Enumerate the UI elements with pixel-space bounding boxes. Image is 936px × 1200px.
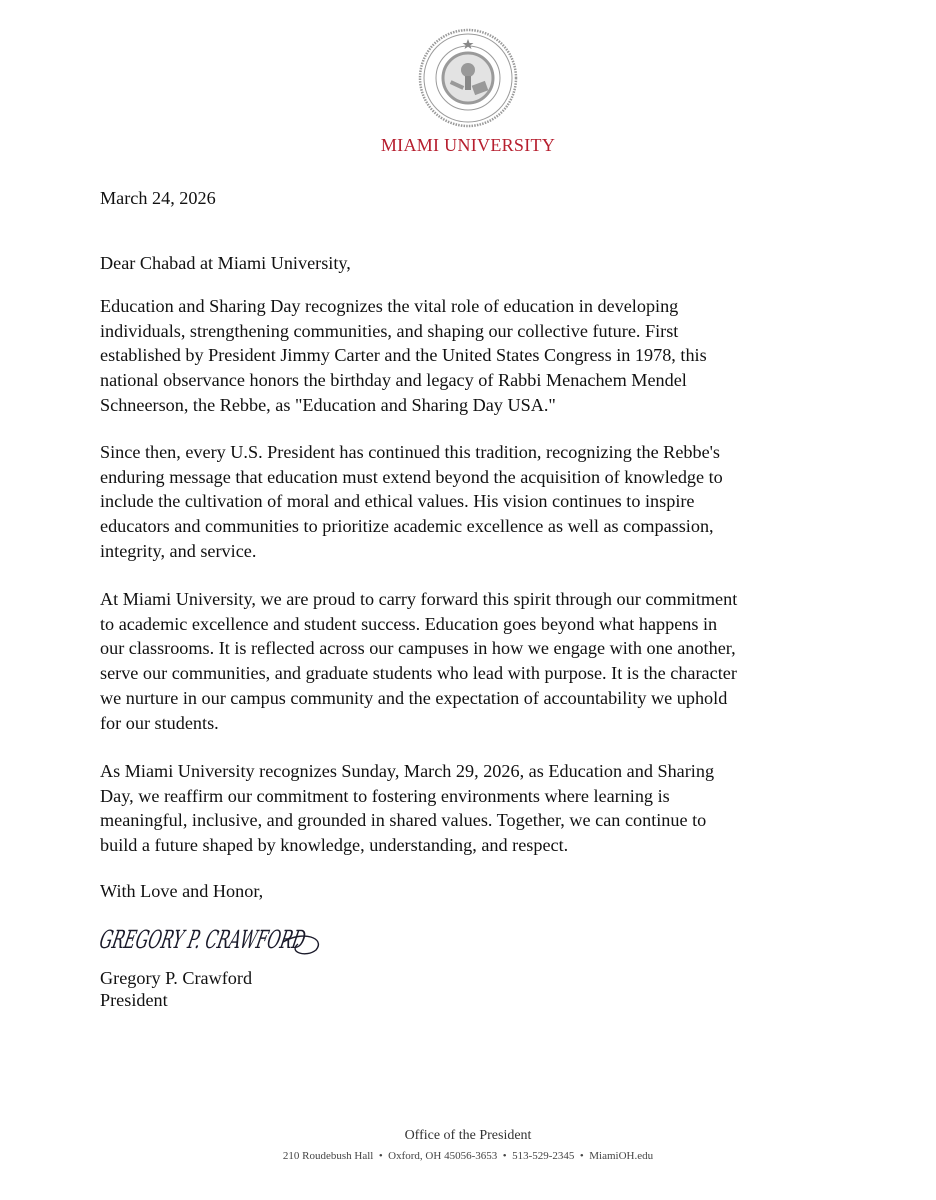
paragraph-line: to academic excellence and student success. Education goes beyond what happens in [100,613,718,634]
paragraph-line: Schneerson, the Rebbe, as "Education and Sharing Day USA." [100,394,556,415]
paragraph-line: enduring message that education must extend beyond the acquisition of knowledge to [100,466,723,487]
paragraph-line: individuals, strengthening communities, and shaping our collective future. First [100,320,679,341]
paragraph-line: Education and Sharing Day recognizes the vital role of education in developing [100,296,679,316]
paragraph-line: educators and communities to prioritize academic excellence as well as compassion, [100,516,714,537]
paragraph-3 [100,587,737,735]
footer-office: Office of the President [404,1128,532,1143]
paragraph-line: At Miami University, we are proud to carry forward this spirit through our commitment [100,589,738,609]
signature-image [97,912,429,962]
paragraph-line: integrity, and service. [100,540,257,561]
salutation: Dear Chabad at Miami University, [100,253,351,273]
university-seal-logo [418,28,518,128]
signer-name: Gregory P. Crawford [100,968,253,988]
paragraph-line: serve our communities, and graduate students who lead with purpose. It is the character [100,663,737,684]
letter-date: March 24, 2026 [100,188,216,208]
footer-address: 210 Roudebush Hall • Oxford, OH 45056-3653 • 513-529-2345 • MiamiOH.edu [282,1150,654,1162]
paragraph-4 [100,759,714,858]
paragraph-line: build a future shaped by knowledge, understanding, and respect. [100,835,569,856]
paragraph-2 [100,440,723,564]
paragraph-line: meaningful, inclusive, and grounded in shared values. Together, we can continue to [100,810,707,831]
paragraph-1 [100,294,707,418]
paragraph-line: our classrooms. It is reflected across our campuses in how we engage with one another, [100,638,736,659]
paragraph-line: As Miami University recognizes Sunday, March 29, 2026, as Education and Sharing [100,761,715,781]
paragraph-line: Since then, every U.S. President has continued this tradition, recognizing the Rebbe's [100,442,721,462]
paragraph-line: national observance honors the birthday and legacy of Rabbi Menachem Mendel [100,370,687,391]
paragraph-line: include the cultivation of moral and ethical values. His vision continues to inspire [100,491,695,512]
university-name: MIAMI UNIVERSITY [380,135,556,155]
closing: With Love and Honor, [100,881,264,901]
paragraph-line: we nurture in our campus community and the expectation of accountability we uphold [100,687,728,708]
paragraph-line: established by President Jimmy Carter and the United States Congress in 1978, this [100,345,707,366]
signer-title: President [100,990,168,1010]
paragraph-line: Day, we reaffirm our commitment to fostering environments where learning is [100,785,670,806]
paragraph-line: for our students. [100,712,219,733]
svg-text:GREGORY P. CRAWFORD: GREGORY P. CRAWFORD [97,925,429,954]
